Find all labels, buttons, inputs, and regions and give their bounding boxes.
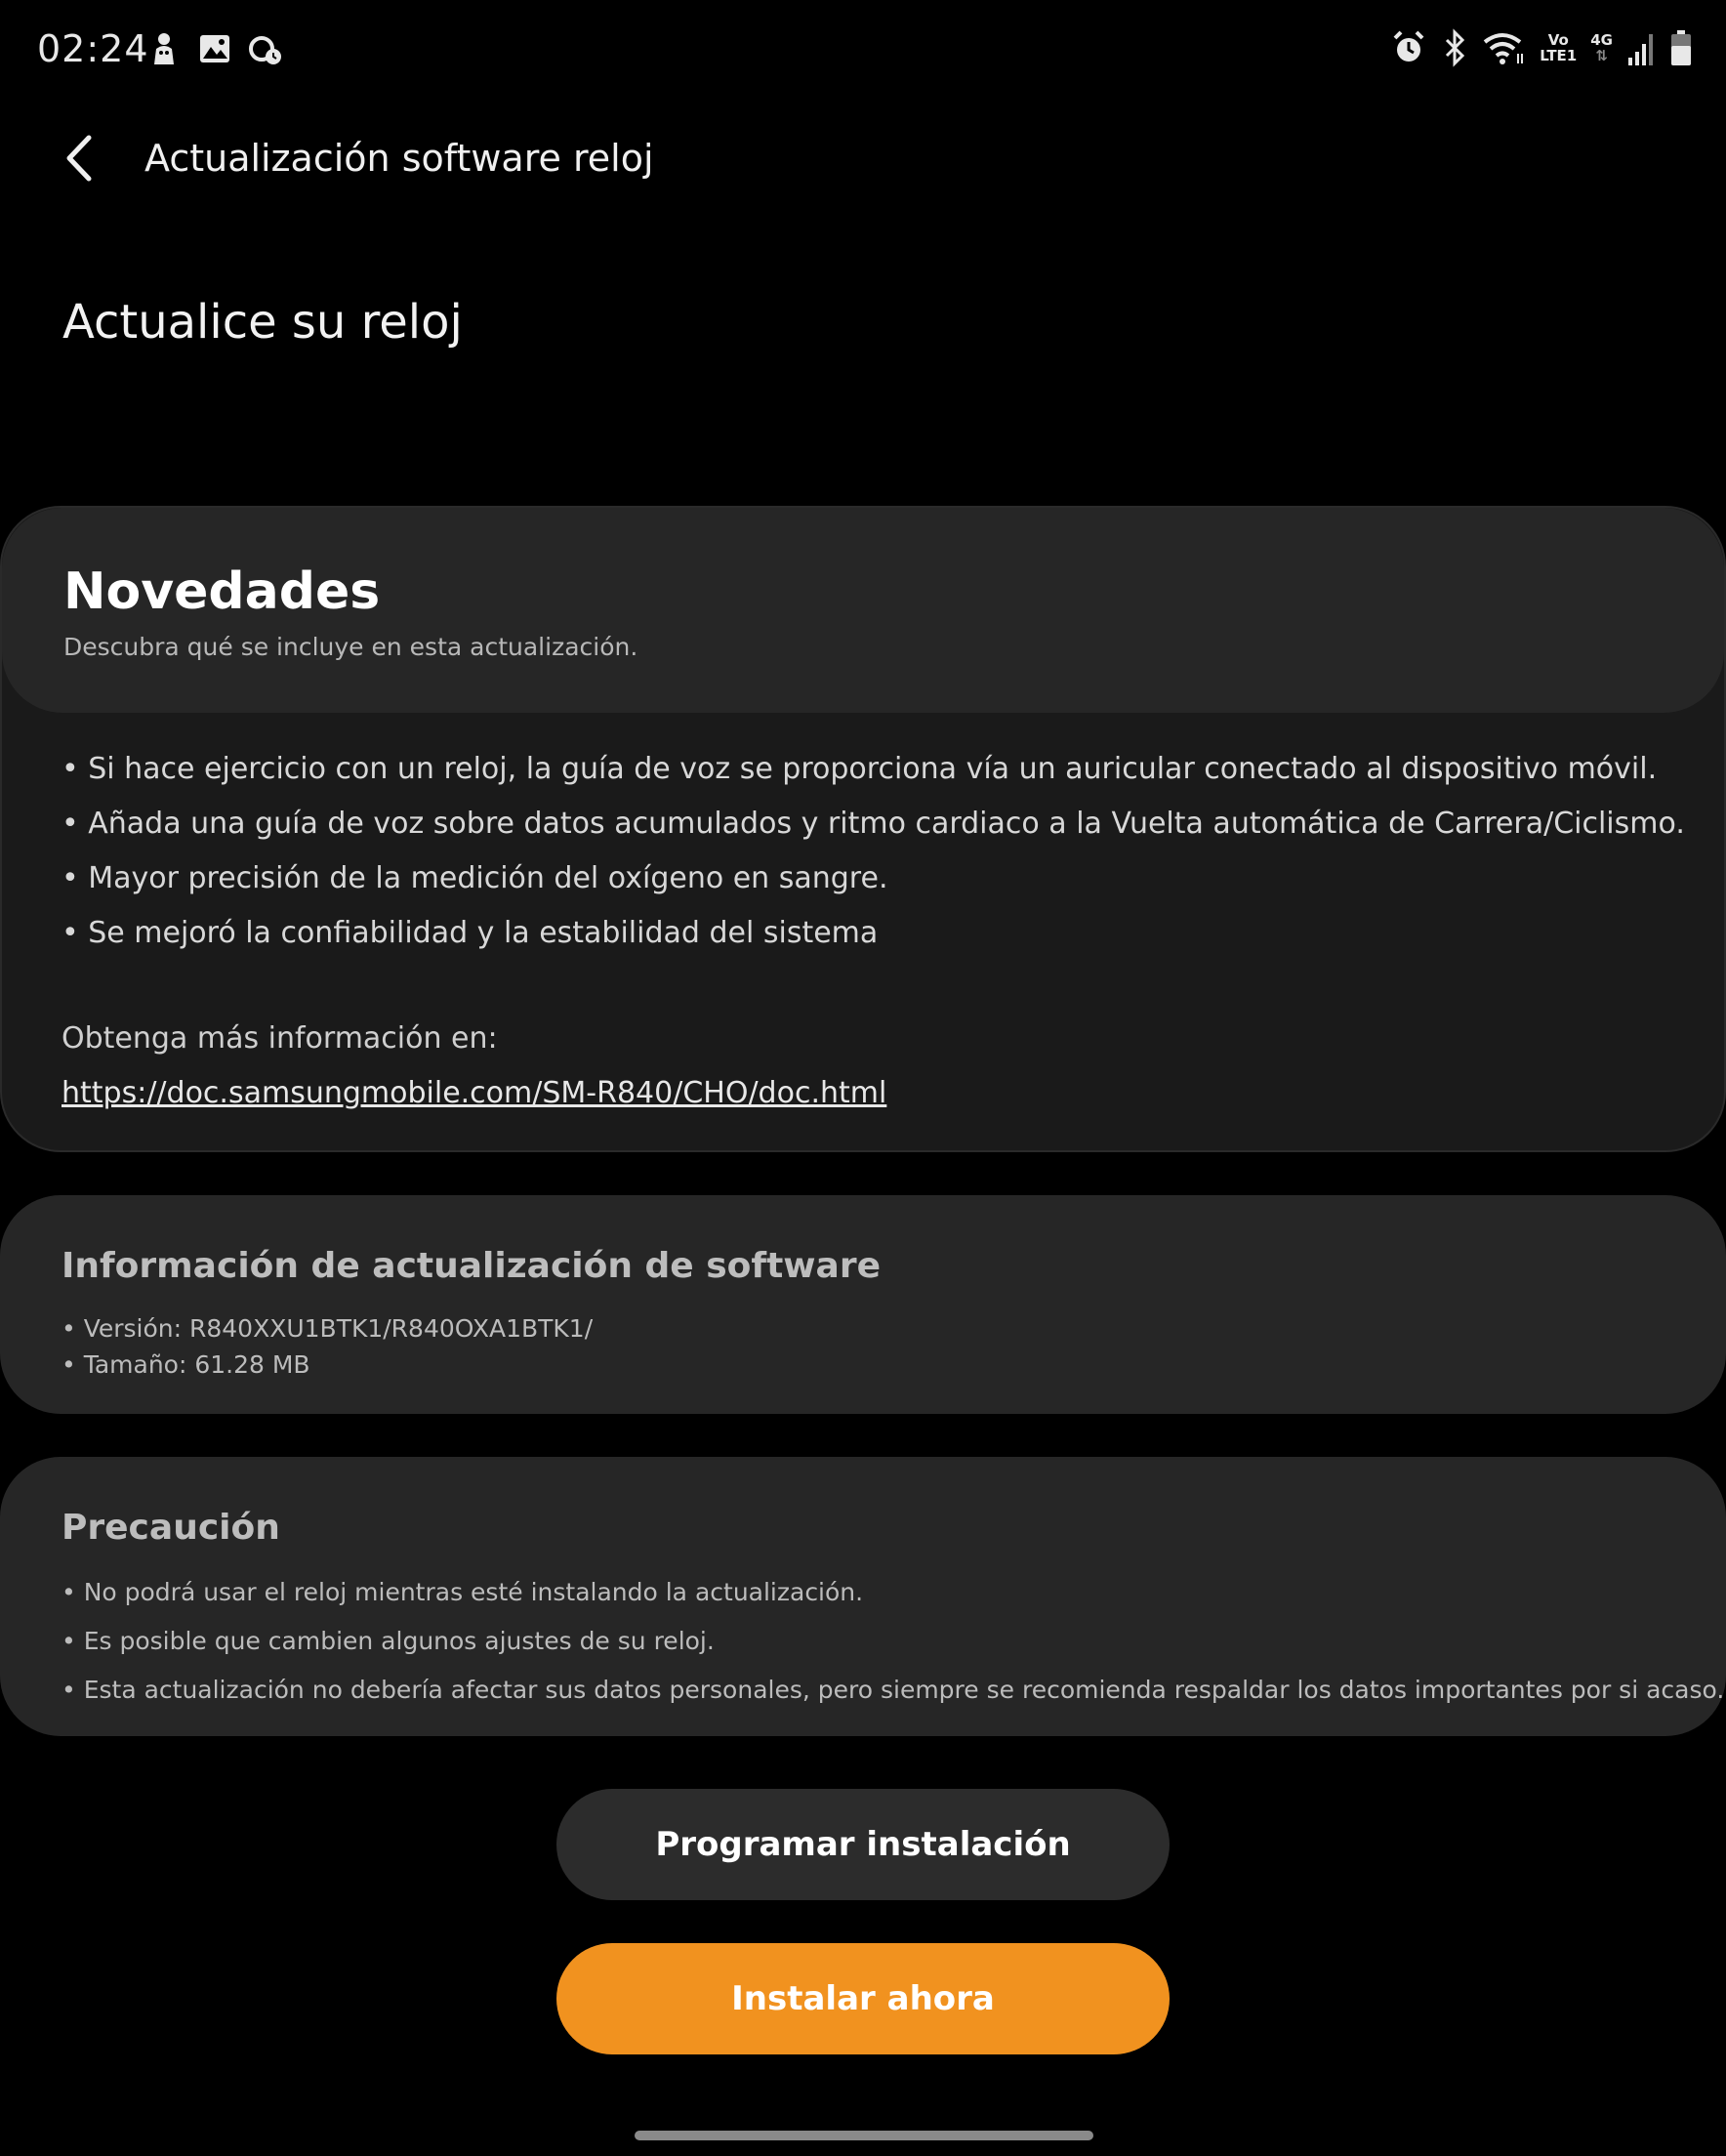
caution-list <box>62 1568 1724 1715</box>
bluetooth-icon <box>1440 27 1469 68</box>
more-info-label: Obtenga más información en: <box>62 1021 498 1056</box>
news-title: Novedades <box>63 562 381 621</box>
page-heading: Actualice su reloj <box>62 295 463 350</box>
signal-icon <box>1626 27 1656 68</box>
status-time: 02:24 <box>37 27 149 70</box>
software-info-list <box>62 1310 593 1383</box>
list-item: • Mayor precisión de la medición del oxígeno en sangre. <box>62 861 888 895</box>
list-item: • Versión: R840XXU1BTK1/R840OXA1BTK1/ <box>62 1314 594 1343</box>
status-right-icons <box>1391 27 1693 68</box>
more-info-link[interactable]: https://doc.samsungmobile.com/SM-R840/CHO/doc.html <box>62 1076 887 1110</box>
list-item: • Esta actualización no debería afectar sus datos personales, pero siempre se recomienda respaldar los datos importantes por si acaso. <box>62 1676 1725 1704</box>
volte-icon: Vo LTE1 <box>1540 31 1578 64</box>
schedule-install-button[interactable]: Programar instalación <box>556 1789 1170 1900</box>
news-list <box>62 742 1685 961</box>
software-info-card <box>0 1195 1726 1414</box>
alarm-icon <box>1391 27 1426 68</box>
list-item: • Si hace ejercicio con un reloj, la guía de voz se proporciona vía un auricular conectado al dispositivo móvil. <box>62 752 1658 786</box>
news-header <box>2 508 1724 713</box>
caution-title: Precaución <box>62 1508 280 1548</box>
list-item: • No podrá usar el reloj mientras esté instalando la actualización. <box>62 1578 864 1606</box>
list-item: • Tamaño: 61.28 MB <box>62 1350 310 1379</box>
caution-card <box>0 1457 1726 1736</box>
back-button[interactable] <box>55 131 102 186</box>
home-indicator[interactable] <box>635 2131 1093 2140</box>
4g-icon: 4G ⇅ <box>1590 31 1613 64</box>
software-info-title: Información de actualización de software <box>62 1246 882 1286</box>
gallery-icon <box>197 29 232 68</box>
list-item: • Se mejoró la confiabilidad y la estabilidad del sistema <box>62 916 879 950</box>
wifi-icon <box>1483 27 1526 68</box>
chevron-left-icon <box>62 134 95 183</box>
status-bar <box>0 0 1726 102</box>
app-title: Actualización software reloj <box>144 137 654 180</box>
news-subtitle: Descubra qué se incluye en esta actualización. <box>63 633 638 661</box>
install-now-button[interactable]: Instalar ahora <box>556 1943 1170 2054</box>
notification-bot-icon <box>146 29 182 68</box>
list-item: • Añada una guía de voz sobre datos acumulados y ritmo cardiaco a la Vuelta automática de Carrera/Ciclismo. <box>62 807 1685 841</box>
watch-sync-icon <box>248 29 283 68</box>
list-item: • Es posible que cambien algunos ajustes de su reloj. <box>62 1627 715 1655</box>
battery-icon <box>1669 27 1693 68</box>
status-left-icons <box>146 29 283 68</box>
